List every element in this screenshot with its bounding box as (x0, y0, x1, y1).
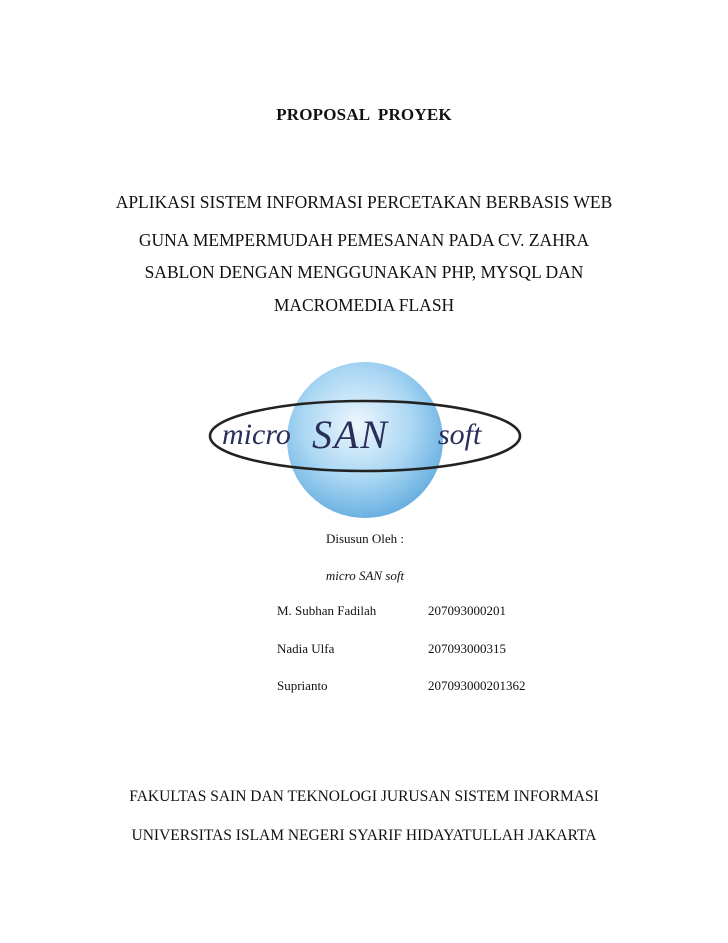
micro-san-soft-logo (200, 360, 530, 520)
title-line-3: SABLON DENGAN MENGGUNAKAN PHP, MYSQL DAN (144, 262, 584, 282)
member-name: M. Subhan Fadilah (277, 603, 377, 618)
team-name: micro SAN soft (325, 568, 405, 583)
member-id: 207093000201362 (428, 678, 526, 693)
faculty-line: FAKULTAS SAIN DAN TEKNOLOGI JURUSAN SISTEM INFORMASI (129, 788, 599, 805)
logo-word-san: SAN (312, 412, 390, 457)
member-name: Nadia Ulfa (277, 641, 335, 656)
member-id: 207093000201 (428, 603, 506, 618)
member-id: 207093000315 (428, 641, 506, 656)
authored-by-label: Disusun Oleh : (326, 531, 404, 546)
logo-word-micro: micro (222, 418, 291, 451)
title-line-1: APLIKASI SISTEM INFORMASI PERCETAKAN BERBASIS WEB (115, 192, 613, 212)
title-line-2: GUNA MEMPERMUDAH PEMESANAN PADA CV. ZAHRA (138, 230, 590, 250)
title-line-4: MACROMEDIA FLASH (273, 295, 455, 315)
document-heading: PROPOSAL PROYEK (276, 105, 452, 124)
member-name: Suprianto (277, 678, 328, 693)
logo-word-soft: soft (438, 418, 482, 451)
university-line: UNIVERSITAS ISLAM NEGERI SYARIF HIDAYATULLAH JAKARTA (131, 827, 597, 844)
